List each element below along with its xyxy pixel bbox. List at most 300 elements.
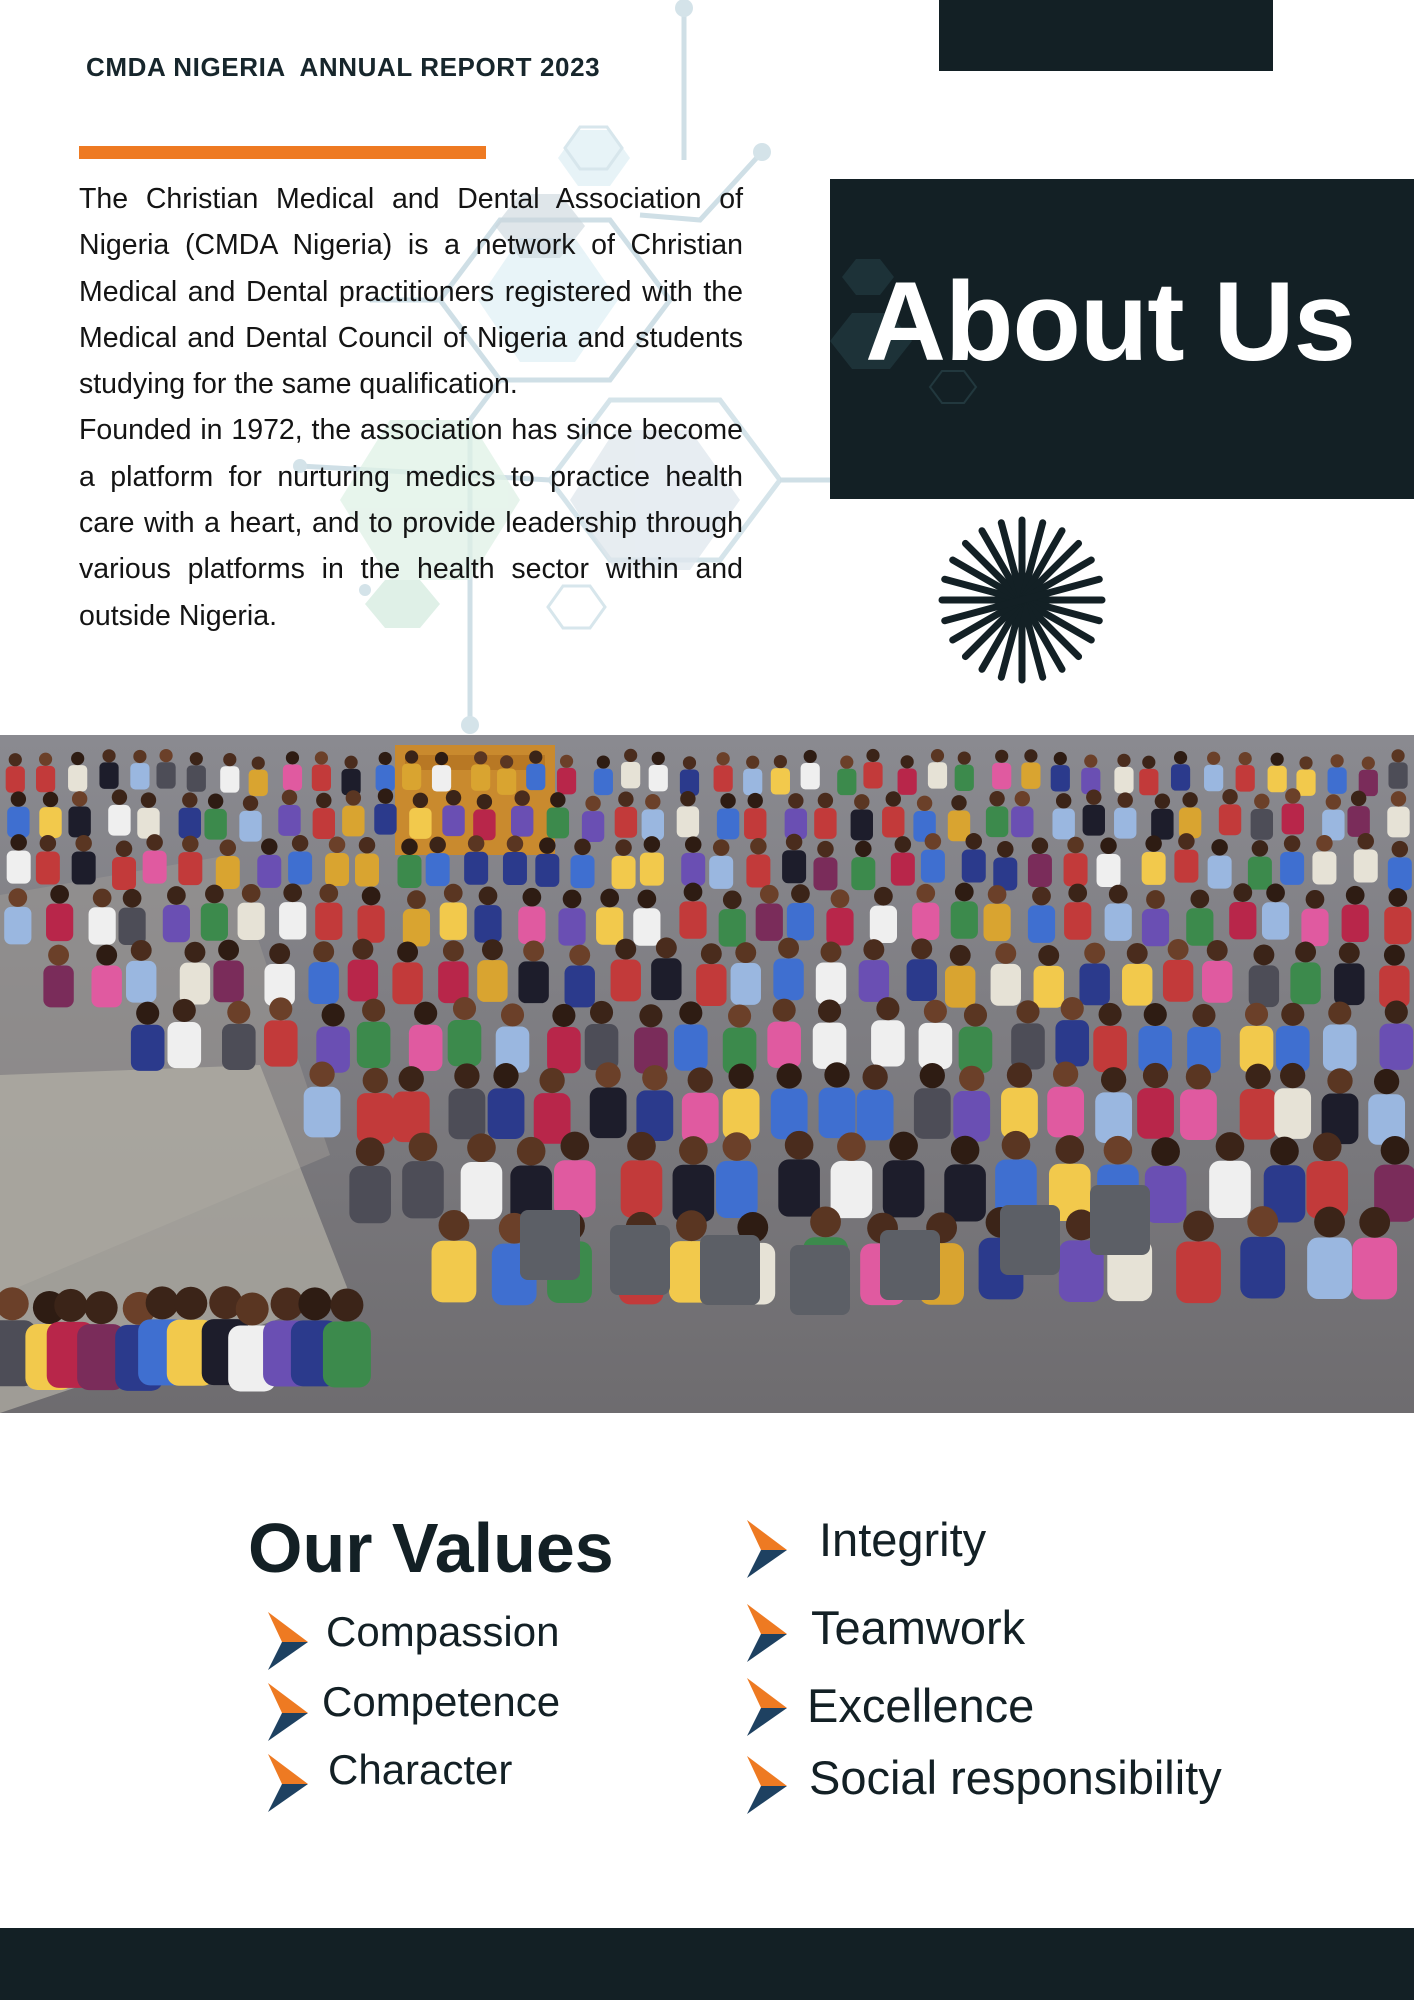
attendee-head: [874, 887, 893, 906]
arrow-bullet-icon: [745, 1678, 789, 1736]
attendee-head: [1316, 835, 1333, 852]
attendee-body: [831, 1161, 873, 1218]
attendee-body: [1163, 960, 1193, 1002]
attendee-head: [319, 884, 338, 903]
attendee-head: [728, 1005, 751, 1028]
attendee-head: [818, 1000, 841, 1023]
arrow-bullet-icon: [745, 1756, 789, 1814]
attendee-head: [517, 1137, 546, 1166]
attendee-head: [713, 839, 730, 856]
attendee-body: [1282, 804, 1304, 835]
attendee-head: [1346, 886, 1365, 905]
attendee-body: [1114, 767, 1133, 793]
attendee-head: [136, 1002, 159, 1025]
attendee-body: [1001, 1088, 1038, 1139]
our-values-heading: Our Values: [248, 1509, 614, 1587]
attendee-head: [683, 756, 696, 769]
attendee-head: [146, 1286, 179, 1319]
attendee-head: [93, 889, 112, 908]
attendee-head: [242, 884, 261, 903]
attendee-body: [959, 1027, 993, 1073]
attendee-body: [1379, 1024, 1413, 1070]
attendee-body: [1171, 764, 1190, 790]
intro-text: [79, 176, 743, 639]
attendee-head: [208, 793, 223, 808]
attendee-body: [397, 855, 421, 888]
attendee-head: [414, 1002, 437, 1025]
attendee-body: [7, 807, 29, 838]
attendee-body: [557, 768, 576, 794]
attendee-head: [85, 1291, 118, 1324]
attendee-body: [461, 1162, 503, 1219]
attendee-body: [767, 1022, 801, 1068]
attendee-head: [236, 1292, 269, 1325]
attendee-body: [488, 1088, 525, 1139]
attendee-head: [477, 794, 492, 809]
attendee-body: [743, 769, 762, 795]
attendee-head: [1357, 833, 1374, 850]
attendee-head: [1055, 1135, 1084, 1164]
attendee-body: [432, 765, 451, 791]
attendee-head: [855, 841, 872, 858]
attendee-body: [204, 809, 226, 840]
attendee-head: [54, 1289, 87, 1322]
attendee-body: [325, 853, 349, 886]
starburst-icon: [938, 516, 1106, 684]
attendee-body: [4, 907, 31, 944]
attendee-body: [891, 853, 915, 886]
attendee-body: [778, 1159, 820, 1216]
attendee-body: [535, 854, 559, 887]
attendee-body: [991, 964, 1021, 1006]
attendee-head: [1100, 838, 1117, 855]
attendee-body: [36, 851, 60, 884]
attendee-body: [167, 1022, 201, 1068]
grey-chair: [880, 1230, 940, 1300]
attendee-body: [898, 768, 917, 794]
attendee-body: [1052, 809, 1074, 840]
attendee-body: [716, 1161, 758, 1218]
attendee-head: [560, 755, 573, 768]
attendee-body: [565, 966, 595, 1008]
attendee-head: [679, 1136, 708, 1165]
attendee-head: [831, 889, 850, 908]
attendee-body: [357, 1093, 394, 1144]
attendee-head: [1285, 788, 1300, 803]
attendee-head: [1281, 1003, 1304, 1026]
attendee-head: [931, 749, 944, 762]
attendee-body: [392, 962, 422, 1004]
attendee-body: [1051, 765, 1070, 791]
attendee-body: [1028, 854, 1052, 887]
attendee-body: [1142, 852, 1166, 885]
attendee-body: [438, 961, 468, 1003]
attendee-head: [723, 1132, 752, 1161]
attendee-body: [986, 806, 1008, 837]
attendee-body: [1064, 902, 1091, 939]
attendee-head: [39, 753, 52, 766]
attendee-head: [1155, 793, 1170, 808]
attendee-body: [143, 851, 167, 884]
attendee-head: [269, 997, 292, 1020]
attendee-head: [1381, 1136, 1410, 1165]
attendee-head: [184, 942, 205, 963]
attendee-head: [684, 883, 703, 902]
attendee-body: [511, 806, 533, 837]
attendee-head: [886, 791, 901, 806]
attendee-body: [912, 903, 939, 940]
attendee-head: [1239, 752, 1252, 765]
attendee-body: [1354, 850, 1378, 883]
attendee-head: [925, 833, 942, 850]
attendee-head: [1061, 997, 1084, 1020]
attendee-body: [731, 963, 761, 1005]
attendee-head: [804, 750, 817, 763]
attendee-head: [1053, 1061, 1078, 1086]
attendee-head: [1182, 792, 1197, 807]
attendee-body: [6, 766, 25, 792]
attendee-head: [479, 886, 498, 905]
value-label: Teamwork: [811, 1601, 1026, 1654]
attendee-head: [1032, 838, 1049, 855]
attendee-body: [89, 907, 116, 944]
attendee-head: [1118, 792, 1133, 807]
attendee-body: [1011, 1023, 1045, 1069]
attendee-body: [1093, 1026, 1127, 1072]
attendee-head: [131, 940, 152, 961]
attendee-body: [928, 762, 947, 788]
attendee-head: [11, 791, 26, 806]
attendee-body: [264, 1020, 298, 1066]
attendee-head: [810, 1206, 841, 1237]
attendee-head: [863, 939, 884, 960]
attendee-body: [464, 852, 488, 885]
attendee-body: [1047, 1087, 1084, 1138]
attendee-head: [837, 1132, 866, 1161]
attendee-head: [173, 999, 196, 1022]
attendee-head: [1127, 943, 1148, 964]
attendee-head: [1099, 1003, 1122, 1026]
attendee-body: [914, 1088, 951, 1139]
attendee-head: [1144, 1003, 1167, 1026]
attendee-head: [639, 1004, 662, 1027]
attendee-body: [440, 902, 467, 939]
attendee-body: [615, 807, 637, 838]
attendee-head: [467, 1133, 496, 1162]
attendee-body: [402, 1161, 444, 1218]
attendee-head: [824, 1062, 849, 1087]
attendee-head: [778, 938, 799, 959]
attendee-head: [1327, 1068, 1352, 1093]
attendee-head: [951, 795, 966, 810]
attendee-body: [744, 808, 766, 839]
attendee-body: [1290, 962, 1320, 1004]
attendee-head: [123, 889, 142, 908]
attendee-head: [1174, 751, 1187, 764]
attendee-body: [279, 902, 306, 939]
attendee-head: [429, 837, 446, 854]
attendee-head: [645, 794, 660, 809]
attendee-head: [597, 755, 610, 768]
attendee-head: [1145, 835, 1162, 852]
attendee-head: [959, 1066, 984, 1091]
attendee-body: [68, 807, 90, 838]
attendee-head: [574, 839, 591, 856]
attendee-body: [374, 804, 396, 835]
attendee-body: [813, 857, 837, 890]
attendee-head: [840, 756, 853, 769]
attendee-head: [269, 943, 290, 964]
attendee-head: [1142, 756, 1155, 769]
attendee-body: [851, 810, 873, 841]
attendee-body: [497, 769, 516, 795]
attendee-head: [1284, 835, 1301, 852]
attendee-head: [1384, 945, 1405, 966]
grey-chair: [1000, 1205, 1060, 1275]
about-us-title: About Us: [865, 259, 1355, 384]
attendee-body: [68, 765, 87, 791]
attendee-head: [223, 753, 236, 766]
attendee-body: [857, 1090, 894, 1141]
attendee-head: [1016, 1000, 1039, 1023]
attendee-head: [220, 840, 237, 857]
attendee-head: [911, 938, 932, 959]
attendee-body: [180, 963, 210, 1005]
attendee-head: [313, 941, 334, 962]
attendee-body: [1240, 1237, 1285, 1299]
attendee-body: [357, 1022, 391, 1068]
attendee-body: [432, 1241, 477, 1303]
attendee-body: [984, 904, 1011, 941]
attendee-head: [1351, 791, 1366, 806]
attendee-head: [182, 836, 199, 853]
attendee-body: [826, 908, 853, 945]
attendee-body: [948, 811, 970, 842]
attendee-head: [688, 1067, 713, 1092]
about-us-banner: [830, 179, 1414, 499]
header-dark-bar: [939, 0, 1273, 71]
attendee-head: [685, 836, 702, 853]
attendee-head: [1306, 890, 1325, 909]
attendee-head: [329, 836, 346, 853]
attendee-head: [624, 749, 637, 762]
attendee-body: [1180, 1089, 1217, 1140]
attendee-head: [1271, 753, 1284, 766]
grey-chair: [790, 1245, 850, 1315]
grey-chair: [1090, 1185, 1150, 1255]
attendee-body: [312, 765, 331, 791]
attendee-head: [964, 1004, 987, 1027]
attendee-head: [627, 1132, 656, 1161]
attendee-body: [72, 852, 96, 885]
attendee-head: [43, 792, 58, 807]
attendee-head: [316, 793, 331, 808]
grey-chair: [520, 1210, 580, 1280]
attendee-head: [474, 751, 487, 764]
attendee-head: [261, 838, 278, 855]
attendee-body: [814, 808, 836, 839]
attendee-head: [500, 755, 513, 768]
attendee-head: [378, 788, 393, 803]
attendee-body: [1307, 1237, 1352, 1299]
attendee-body: [813, 1023, 847, 1069]
attendee-head: [322, 1003, 345, 1026]
attendee-body: [1202, 961, 1232, 1003]
attendee-body: [36, 766, 55, 792]
attendee-head: [9, 753, 22, 766]
attendee-head: [958, 751, 971, 764]
attendee-head: [167, 886, 186, 905]
attendee-body: [1204, 765, 1223, 791]
attendee-head: [656, 937, 677, 958]
attendee-head: [777, 1063, 802, 1088]
attendee-body: [358, 905, 385, 942]
attendee-head: [413, 793, 428, 808]
attendee-body: [323, 1321, 371, 1387]
attendee-head: [443, 940, 464, 961]
attendee-head: [895, 836, 912, 853]
attendee-head: [788, 793, 803, 808]
attendee-head: [352, 939, 373, 960]
attendee-head: [344, 756, 357, 769]
attendee-body: [717, 809, 739, 840]
attendee-body: [131, 1025, 165, 1071]
attendee-head: [1101, 1067, 1126, 1092]
attendee-body: [1274, 1088, 1311, 1139]
attendee-head: [1117, 754, 1130, 767]
attendee-body: [7, 851, 31, 884]
attendee-body: [554, 1160, 596, 1217]
attendee-head: [862, 1064, 887, 1089]
attendee-body: [313, 808, 335, 839]
attendee-body: [1387, 807, 1409, 838]
attendee-body: [919, 1023, 953, 1069]
attendee-body: [1388, 762, 1407, 788]
attendee-head: [435, 752, 448, 765]
attendee-head: [309, 1061, 334, 1086]
attendee-body: [349, 1166, 391, 1223]
attendee-body: [39, 807, 61, 838]
attendee-head: [205, 885, 224, 904]
attendee-head: [1328, 1001, 1351, 1024]
attendee-head: [866, 749, 879, 762]
attendee-body: [288, 852, 312, 885]
attendee-head: [141, 792, 156, 807]
attendee-head: [1151, 1137, 1180, 1166]
attendee-body: [220, 766, 239, 792]
attendee-head: [243, 795, 258, 810]
footer-bar: [0, 1928, 1414, 2000]
attendee-head: [1146, 890, 1165, 909]
attendee-head: [1084, 943, 1105, 964]
attendee-head: [600, 889, 619, 908]
attendee-body: [696, 964, 726, 1006]
attendee-body: [1021, 762, 1040, 788]
attendee-head: [407, 890, 426, 909]
attendee-body: [1262, 902, 1289, 939]
attendee-head: [71, 752, 84, 765]
attendee-head: [817, 841, 834, 858]
attendee-head: [951, 1136, 980, 1165]
attendee-head: [701, 943, 722, 964]
arrow-bullet-icon: [266, 1612, 310, 1670]
attendee-body: [213, 960, 243, 1002]
attendee-head: [1024, 749, 1037, 762]
attendee-head: [401, 839, 418, 856]
attendee-body: [1064, 853, 1088, 886]
attendee-body: [837, 769, 856, 795]
attendee-head: [1183, 1211, 1214, 1242]
attendee-head: [363, 1068, 388, 1093]
attendee-body: [649, 765, 668, 791]
attendee-body: [402, 764, 421, 790]
attendee-head: [529, 750, 542, 763]
attendee-body: [474, 905, 501, 942]
attendee-body: [1083, 805, 1105, 836]
attendee-head: [785, 1131, 814, 1160]
attendee-head: [966, 833, 983, 850]
attendee-body: [611, 960, 641, 1002]
attendee-head: [595, 1062, 620, 1087]
attendee-body: [1342, 905, 1369, 942]
attendee-body: [1186, 908, 1213, 945]
attendee-head: [1339, 942, 1360, 963]
attendee-head: [48, 945, 69, 966]
attendee-body: [1229, 902, 1256, 939]
attendee-head: [995, 943, 1016, 964]
attendee-body: [1105, 903, 1132, 940]
attendee-head: [997, 841, 1014, 858]
attendee-head: [1007, 1062, 1032, 1087]
attendee-body: [471, 764, 490, 790]
attendee-head: [75, 835, 92, 852]
attendee-body: [216, 856, 240, 889]
attendee-head: [550, 792, 565, 807]
attendee-head: [72, 791, 87, 806]
attendee-body: [1142, 909, 1169, 946]
attendee-head: [539, 837, 556, 854]
attendee-body: [594, 769, 613, 795]
attendee-body: [201, 903, 228, 940]
attendee-body: [681, 853, 705, 886]
attendee-body: [1280, 852, 1304, 885]
attendee-head: [652, 752, 665, 765]
attendee-head: [728, 1064, 753, 1089]
attendee-head: [1280, 1063, 1305, 1088]
attendee-head: [723, 890, 742, 909]
attendee-head: [1314, 1207, 1345, 1238]
attendee-body: [547, 808, 569, 839]
attendee-body: [882, 807, 904, 838]
attendee-head: [439, 1210, 470, 1241]
attendee-head: [1178, 833, 1195, 850]
attendee-head: [112, 789, 127, 804]
attendee-head: [791, 884, 810, 903]
attendee-head: [40, 835, 57, 852]
attendee-head: [1192, 1004, 1215, 1027]
attendee-body: [409, 808, 431, 839]
attendee-head: [330, 1288, 363, 1321]
attendee-head: [446, 790, 461, 805]
attendee-head: [1216, 1132, 1245, 1161]
attendee-body: [1334, 963, 1364, 1005]
attendee-head: [96, 945, 117, 966]
attendee-body: [222, 1024, 256, 1070]
attendee-body: [1079, 963, 1109, 1005]
grey-chair: [700, 1235, 760, 1305]
attendee-body: [1347, 806, 1369, 837]
attendee-body: [633, 908, 660, 945]
